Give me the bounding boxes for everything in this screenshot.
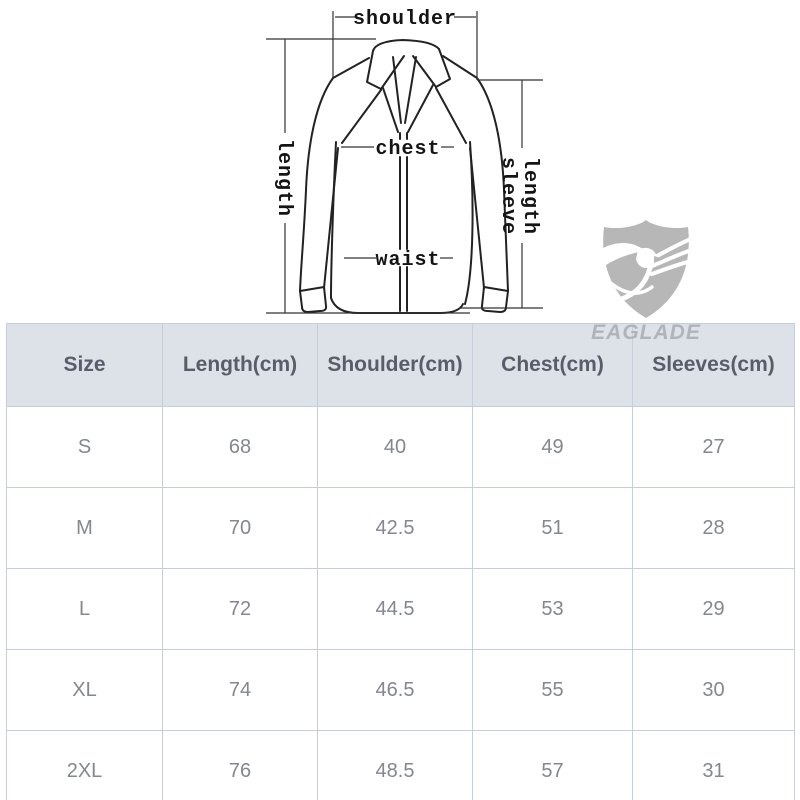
table-row-s [7,407,795,488]
table-cell: 49 [473,407,633,488]
sleeve-length-label-line2: length [518,156,541,236]
shirt-collar [367,40,450,132]
table-cell: 28 [633,488,795,569]
table-cell: S [7,407,163,488]
table-cell: 30 [633,650,795,731]
table-cell: L [7,569,163,650]
table-row-2xl [7,731,795,800]
table-cell: 48.5 [318,731,473,800]
table-row-xl [7,650,795,731]
table-cell: 57 [473,731,633,800]
table-cell: 51 [473,488,633,569]
table-row-l [7,569,795,650]
shoulder-label: shoulder [352,8,458,31]
brand-logo [584,214,708,344]
table-cell: 46.5 [318,650,473,731]
table-cell: M [7,488,163,569]
column-header-length: Length(cm) [163,324,318,407]
size-table [6,323,795,800]
column-header-shoulder: Shoulder(cm) [318,324,473,407]
table-cell: 68 [163,407,318,488]
table-cell: 29 [633,569,795,650]
table-cell: 53 [473,569,633,650]
length-label: length [272,138,295,218]
shirt-shoulders [333,56,477,143]
column-header-sleeves: Sleeves(cm) [633,324,795,407]
table-cell: XL [7,650,163,731]
table-cell: 72 [163,569,318,650]
table-cell: 44.5 [318,569,473,650]
table-cell: 40 [318,407,473,488]
table-cell: 42.5 [318,488,473,569]
table-cell: 31 [633,731,795,800]
table-cell: 27 [633,407,795,488]
column-header-size: Size [7,324,163,407]
table-cell: 2XL [7,731,163,800]
table-cell: 55 [473,650,633,731]
sleeve-length-label-line1: sleeve [496,156,519,236]
column-header-chest: Chest(cm) [473,324,633,407]
eagle-shield-logo-icon [584,214,708,326]
brand-name: EAGLADE [591,321,701,344]
waist-label: waist [375,249,441,272]
table-row-m [7,488,795,569]
table-cell: 74 [163,650,318,731]
chest-label: chest [375,138,441,161]
table-cell: 70 [163,488,318,569]
table-cell: 76 [163,731,318,800]
